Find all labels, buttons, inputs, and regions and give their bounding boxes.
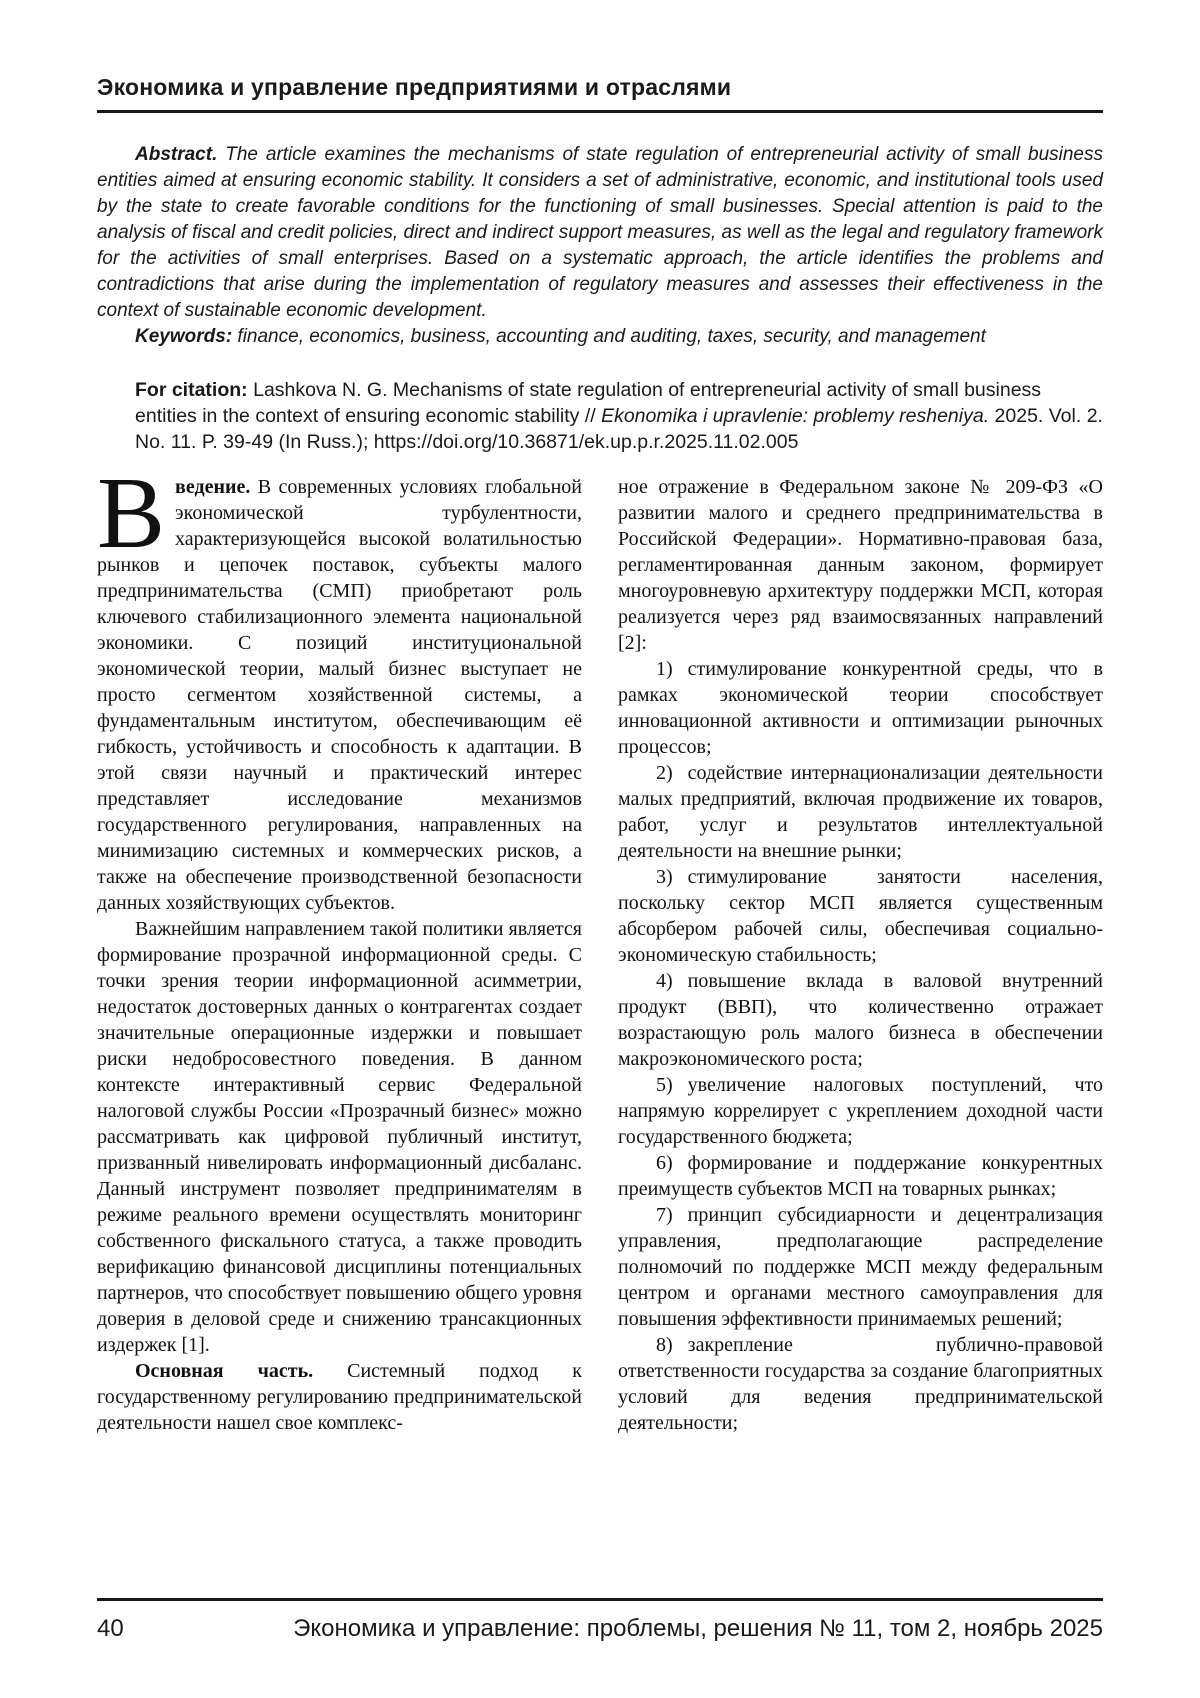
item-number: 1): [656, 658, 673, 680]
list-item: [618, 1332, 1103, 1436]
item-text: принцип субсидиарности и децентрализация управления, предполагающие распределение полномочий по поддержке МСП между федеральным центром и органами местного самоуправления для повышения эффективности принимаемых решений;: [618, 1204, 1103, 1330]
list-item: [618, 968, 1103, 1072]
item-number: 4): [656, 970, 673, 992]
continuation-paragraph: [618, 474, 1103, 656]
item-text: формирование и поддержание конкурентных преимуществ субъектов МСП на товарных рынках;: [618, 1152, 1103, 1200]
item-number: 8): [656, 1334, 673, 1356]
item-number: 7): [656, 1204, 673, 1226]
intro-lead: ведение.: [175, 476, 251, 498]
item-number: 3): [656, 866, 673, 888]
item-number: 2): [656, 762, 673, 784]
body-paragraph: [97, 916, 582, 1358]
left-column: [97, 457, 583, 1436]
item-text: содействие интернационализации деятельности малых предприятий, включая продвижение их товаров, работ, услуг и результатов интеллектуальной деятельности на внешние рынки;: [618, 762, 1103, 862]
abstract-paragraph: [97, 142, 1103, 324]
abstract-block: [97, 142, 1103, 350]
keywords-text: finance, economics, business, accounting and auditing, taxes, security, and management: [237, 326, 986, 347]
page-number: 40: [97, 1615, 124, 1642]
item-text: повышение вклада в валовой внутренний продукт (ВВП), что количественно отражает возрастающую роль малого бизнеса в обеспечении макроэкономического роста;: [618, 970, 1103, 1070]
citation-journal-name: Ekonomika i upravlenie: problemy resheniya.: [601, 405, 990, 427]
main-part-paragraph: [97, 1358, 582, 1436]
item-text: закрепление публично-правовой ответственности государства за создание благоприятных условий для ведения предпринимательской деятельности;: [618, 1334, 1103, 1434]
item-text: увеличение налоговых поступлений, что напрямую коррелирует с укреплением доходной части государственного бюджета;: [618, 1074, 1103, 1148]
footer: [97, 1615, 1103, 1643]
list-item: [618, 1150, 1103, 1202]
list-item: [618, 1202, 1103, 1332]
keywords-label: Keywords:: [135, 326, 233, 347]
paragraph-text: ное отражение в Федеральном законе № 209-ФЗ «О развитии малого и среднего предпринимательства в Российской Федерации». Нормативно-правовая база, регламентированная данным законом, формирует многоуровневую архитектуру поддержки МСП, которая реализуется через ряд взаимосвязанных направлений [2]:: [618, 476, 1103, 654]
list-item: [618, 656, 1103, 760]
intro-paragraph: [97, 457, 583, 916]
citation-block: [97, 377, 1103, 455]
citation-label: For citation:: [135, 379, 248, 401]
right-column: [618, 474, 1103, 1436]
footer-journal-title: Экономика и управление: проблемы, решения № 11, том 2, ноябрь 2025: [293, 1615, 1103, 1642]
item-number: 5): [656, 1074, 673, 1096]
item-text: стимулирование занятости населения, поскольку сектор МСП является существенным абсорбером рабочей силы, обеспечивая социально-экономическую стабильность;: [618, 866, 1103, 966]
keywords-paragraph: [97, 324, 1103, 350]
abstract-text: The article examines the mechanisms of state regulation of entrepreneurial activity of small business entities aimed at ensuring economic stability. It considers a set of administrative, economic, and institutional tools used by the state to create favorable conditions for the functioning of small businesses. Special attention is paid to the analysis of fiscal and credit policies, direct and indirect support measures, as well as the legal and regulatory framework for the activities of small enterprises. Based on a systematic approach, the article identifies the problems and contradictions that arise during the implementation of regulatory measures and assesses their effectiveness in the context of sustainable economic development.: [97, 144, 1103, 321]
list-item: [618, 1072, 1103, 1150]
citation-text-before: Lashkova N. G. Mechanisms of state regulation of entrepreneurial activity of small business entities in the context of ensuring economic stability //: [135, 379, 1042, 427]
header-rule: [97, 110, 1103, 113]
paragraph-text: Важнейшим направлением такой политики является формирование прозрачной информационной среды. С точки зрения теории информационной асимметрии, недостаток достоверных данных о контрагентах создает значительные операционные издержки и повышает риски недобросовестного поведения. В данном контексте интерактивный сервис Федеральной налоговой службы России «Прозрачный бизнес» можно рассматривать как цифровой публичный институт, призванный нивелировать информационный дисбаланс. Данный инструмент позволяет предпринимателям в режиме реального времени осуществлять мониторинг собственного фискального статуса, а также проводить верификацию финансовой дисциплины потенциальных партнеров, что способствует повышению общего уровня доверия в деловой среде и снижению трансакционных издержек [1].: [97, 918, 582, 1356]
main-part-text: Системный подход к государственному регулированию предпринимательской деятельности нашел свое комплекс-: [97, 1360, 582, 1434]
drop-cap: В: [97, 457, 166, 570]
item-number: 6): [656, 1152, 673, 1174]
list-item: [618, 760, 1103, 864]
running-head: Экономика и управление предприятиями и отраслями: [97, 74, 732, 100]
citation-paragraph: [135, 377, 1103, 455]
footer-rule: [97, 1598, 1103, 1601]
body-columns: [97, 457, 1103, 1436]
abstract-label: Abstract.: [135, 144, 218, 165]
item-text: стимулирование конкурентной среды, что в рамках экономической теории способствует инновационной активности и оптимизации рыночных процессов;: [618, 658, 1103, 758]
main-part-lead: Основная часть.: [135, 1360, 314, 1382]
list-item: [618, 864, 1103, 968]
citation-text-after: 2025. Vol. 2. No. 11. P. 39-49 (In Russ.); https://doi.org/10.36871/ek.up.p.r.2025.11.02.005: [135, 405, 1103, 453]
intro-text: В современных условиях глобальной экономической турбулентности, характеризующейся высокой волатильностью рынков и цепочек поставок, субъекты малого предпринимательства (СМП) приобретают роль ключевого стабилизационного элемента национальной экономики. С позиций институциональной экономической теории, малый бизнес выступает не просто сегментом хозяйственной системы, а фундаментальным институтом, обеспечивающим её гибкость, устойчивость и способность к адаптации. В этой связи научный и практический интерес представляет исследование механизмов государственного регулирования, направленных на минимизацию системных и коммерческих рисков, а также на обеспечение производственной безопасности данных хозяйствующих субъектов.: [97, 476, 583, 914]
